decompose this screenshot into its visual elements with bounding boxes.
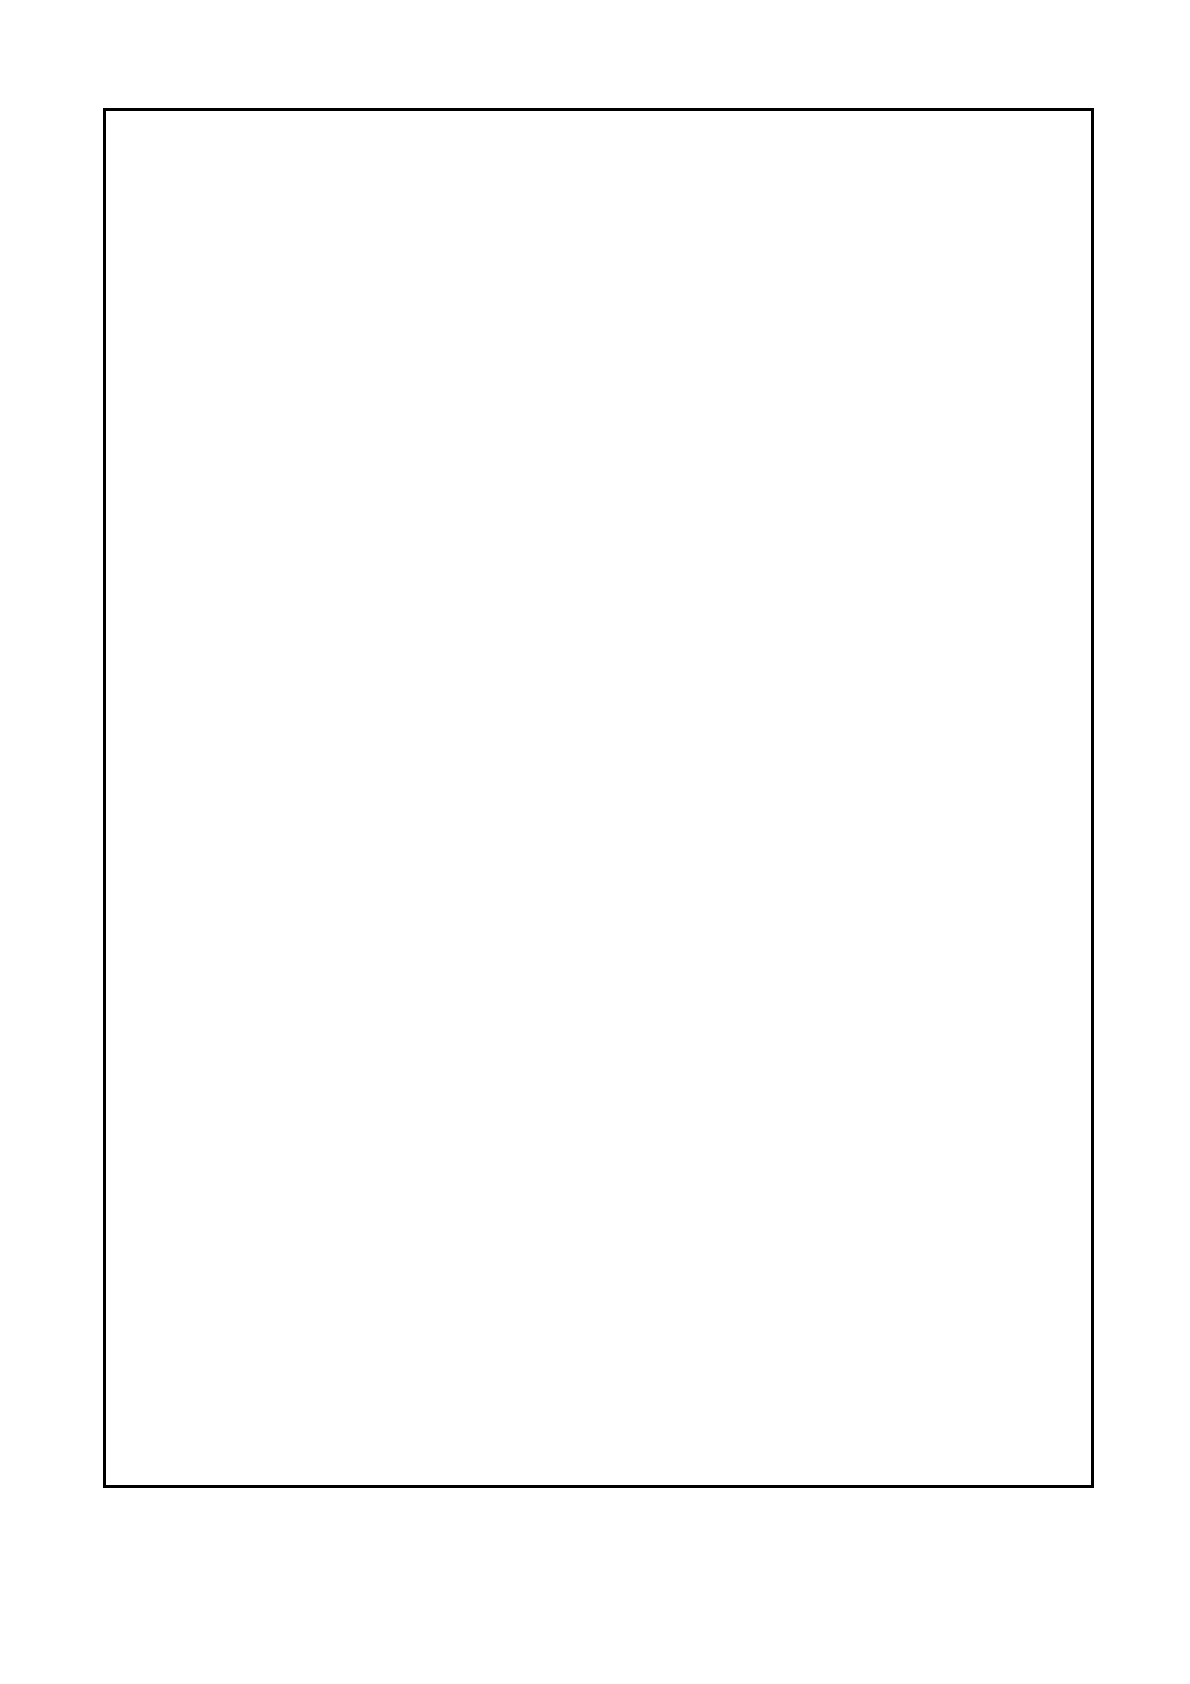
- form-title: [110, 115, 580, 137]
- form-frame: [103, 108, 1094, 1488]
